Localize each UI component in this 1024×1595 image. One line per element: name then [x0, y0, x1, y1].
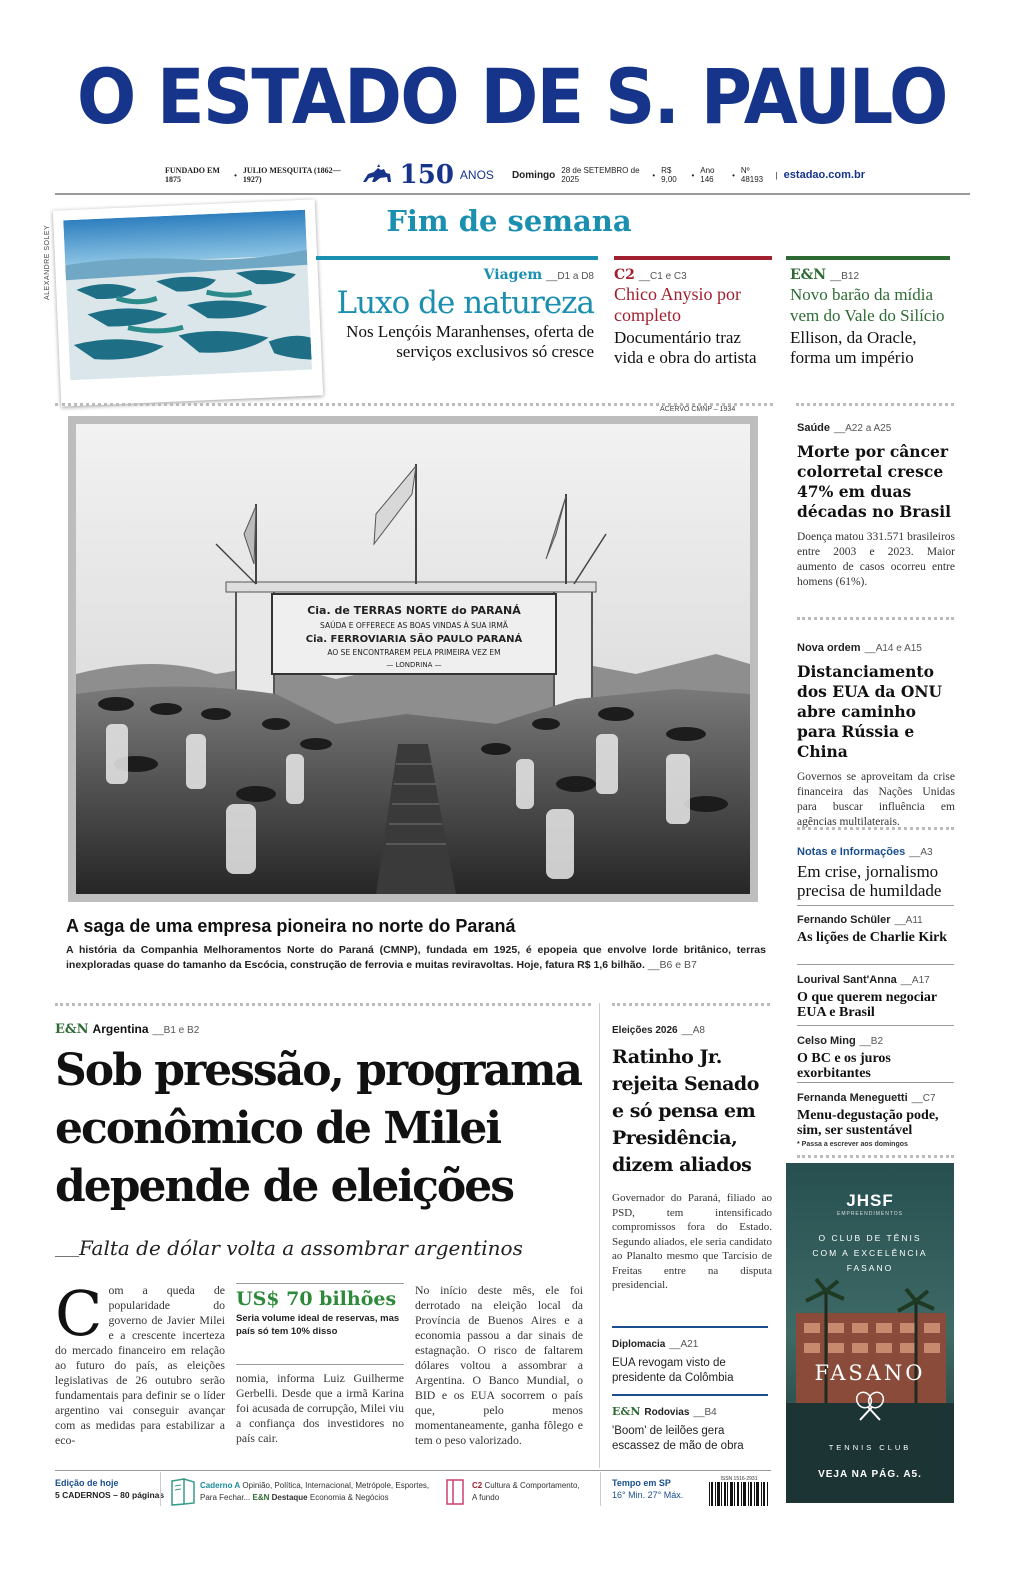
photo-credit-main: ACERVO CMNP – 1934 [660, 406, 736, 413]
column-meneguetti[interactable]: Fernanda Meneguetti __C7 Menu-degustação pode, sim, ser sustentável [797, 1092, 939, 1138]
main-photo-caption[interactable]: A saga de uma empresa pioneira no norte do Paraná A história da Companhia Melhoramentos Norte do Paraná (CMNP), fundada em 1925, é epopeia que envolve lorde britânico, terras inexploradas quase do tamanho da Escócia, construção de ferrovia e muitas reviravoltas. Hoje, fatura R$ 1,6 bilhão. __B6 e B7 [66, 916, 766, 971]
c2-rule [614, 256, 772, 260]
lead-col-1: C om a queda de popularidade do governo de Javier Milei e a crescente incerteza do mercado financeiro em relação ao futuro do país, as eleições legislativas de 26 outubro serão fundamentais para definir se o líder argentino vai conseguir avançar com as medidas para estabilizar a eco- [55, 1277, 225, 1447]
weekend-banner: Fim de semana [386, 204, 632, 238]
nova-ordem-block[interactable]: Nova ordem __A14 e A15 Distanciamento dos EUA da ONU abre caminho para Rússia e China Governos se aproveitam da crise financeira das Nações Unidas para buscar influência em agências multilaterais. [797, 642, 955, 828]
saude-block[interactable]: Saúde __A22 a A25 Morte por câncer colorretal cresce 47% em duas décadas no Brasil Doença matou 331.571 brasileiros entre 2003 e 2023. Maior aumento de casos ocorreu entre homens (61%). [797, 422, 955, 588]
rule [797, 905, 954, 906]
footer-edition: Edição de hoje 5 CADERNOS – 80 páginas [55, 1478, 165, 1500]
viagem-rule [316, 256, 598, 260]
dotted-rule [797, 617, 954, 620]
dotted-rule [55, 1003, 591, 1006]
fasano-ad[interactable] [786, 1163, 954, 1503]
columns-footnote: * Passa a escrever aos domingos [797, 1141, 908, 1148]
masthead-title[interactable]: O ESTADO DE S. PAULO [77, 52, 947, 141]
tennis-rackets-icon [854, 1391, 886, 1421]
rodovias-block[interactable]: E&N Rodovias __B4 'Boom' de leilões gera escassez de mão de obra [612, 1405, 744, 1452]
sign-line-3: Cia. FERROVIARIA SÃO PAULO PARANÁ [305, 634, 523, 645]
dotted-rule [797, 827, 954, 830]
lead-kicker: E&N Argentina __B1 e B2 [55, 1022, 200, 1037]
dotted-rule [796, 403, 954, 406]
ad-tagline: O CLUB DE TÊNIS COM A EXCELÊNCIA FASANO [812, 1233, 928, 1273]
c2-block[interactable]: C2 __C1 e C3 Chico Anysio por completo Documentário traz vida e obra do artista [614, 267, 757, 367]
caderno-c-icon [445, 1478, 465, 1506]
column-schuler[interactable]: Fernando Schüler __A11 As lições de Charlie Kirk [797, 914, 948, 945]
rule [797, 1025, 954, 1026]
diplomacia-block[interactable]: Diplomacia __A21 EUA revogam visto de presidente da Colômbia [612, 1339, 734, 1384]
site-link[interactable]: estadao.com.br [783, 169, 865, 181]
photo-credit-lencois: ALEXANDRE SOLEY [44, 224, 51, 300]
ad-cta[interactable]: VEJA NA PÁG. A5. [818, 1469, 922, 1480]
ad-brand: JHSF [846, 1191, 894, 1210]
rule [797, 1082, 954, 1083]
column-divider [599, 1003, 600, 1468]
lencois-photo[interactable] [53, 199, 323, 406]
rule [612, 1326, 768, 1328]
sign-line-5: — LONDRINA — [386, 661, 442, 669]
footer-divider [160, 1472, 161, 1506]
dotted-rule [612, 1003, 770, 1006]
footer-divider [600, 1472, 601, 1506]
en-rule [786, 256, 950, 260]
masthead-info-bar: FUNDADO EM 1875 • JULIO MESQUITA (1862—1927) 150 ANOS Domingo 28 de SETEMBRO de 2025 • R$ 9,00 • Ano 146 • Nº 48193 | estadao.com.br [165, 160, 865, 190]
lead-col-2: US$ 70 bilhões Seria volume ideal de reservas, mas país só tem 10% disso nomia, informa Luiz Guilherme Gerbelli. Desde que a irmã Karina foi acusada de corrupção, Milei viu a confiança dos investidores no país cair. [236, 1283, 404, 1446]
lead-headline[interactable]: Sob pressão, programa econômico de Milei depende de eleições [55, 1045, 582, 1212]
footer-weather: Tempo em SP 16° Min. 27° Máx. [612, 1478, 684, 1500]
sign-line-4: AO SE ENCONTRAREM PELA PRIMEIRA VEZ EM [327, 648, 501, 657]
barcode: ISSN 1516-2931 [708, 1476, 770, 1510]
horseman-logo-icon [360, 164, 394, 186]
rule [797, 964, 954, 965]
column-santanna[interactable]: Lourival Sant'Anna __A17 O que querem negociar EUA e Brasil [797, 974, 937, 1020]
viagem-block[interactable]: Viagem __D1 a D8 Luxo de natureza Nos Lençóis Maranhenses, oferta de serviços exclusivos só cresce [336, 267, 594, 361]
ad-name: FASANO [814, 1361, 926, 1385]
column-ming[interactable]: Celso Ming __B2 O BC e os juros exorbitantes [797, 1035, 891, 1081]
lead-col-3: No início deste mês, ele foi derrotado na eleição local da Província de Buenos Aires e a economia passou a dar sinais de estagnação. O risco de faltarem dólares voltou a assombrar a Argentina. O Banco Mundial, o BID e os EUA socorrem o país que, pelo menos momentaneamente, ganha fôlego e tem o peso valorizado. [415, 1283, 583, 1447]
ad-brand-sub: EMPREENDIMENTOS [836, 1211, 904, 1217]
ad-sub: TENNIS CLUB [828, 1443, 912, 1452]
eleicoes-block[interactable]: Eleições 2026 __A8 Ratinho Jr. rejeita Senado e só pensa em Presidência, dizem aliados Governador do Paraná, filiado ao PSD, tem intensificado compromissos fora do Estado. Segundo aliados, ele seria candidato ao Planalto mesmo que Tarcísio de Freitas entre na disputa presidencial. [612, 1025, 772, 1291]
notas-block[interactable]: Notas e Informações __A3 Em crise, jornalismo precisa de humildade [797, 846, 942, 900]
masthead-rule [55, 193, 970, 195]
en-weekend-block[interactable]: E&N __B12 Novo barão da mídia vem do Vale do Silício Ellison, da Oracle, forma um império [790, 267, 945, 367]
footer-cadernos: Caderno A Opinião, Política, Internacional, Metrópole, Esportes, Para Fechar... E&N Destaque Economia & Negócios [200, 1481, 430, 1502]
lead-deck: ___Falta de dólar volta a assombrar argentinos [55, 1236, 523, 1260]
dotted-rule [797, 1155, 954, 1158]
footer-caderno-c: C2 Cultura & Comportamento, A fundo [472, 1481, 580, 1502]
footer-rule [55, 1470, 771, 1471]
sign-line-1: Cia. de TERRAS NORTE do PARANÁ [307, 604, 521, 617]
sign-line-2: SAÚDA E OFFERECE AS BOAS VINDAS À SUA IRMÃ [320, 621, 508, 630]
historic-photo[interactable] [68, 416, 758, 902]
rule [612, 1394, 768, 1396]
caderno-a-icon [170, 1478, 196, 1506]
